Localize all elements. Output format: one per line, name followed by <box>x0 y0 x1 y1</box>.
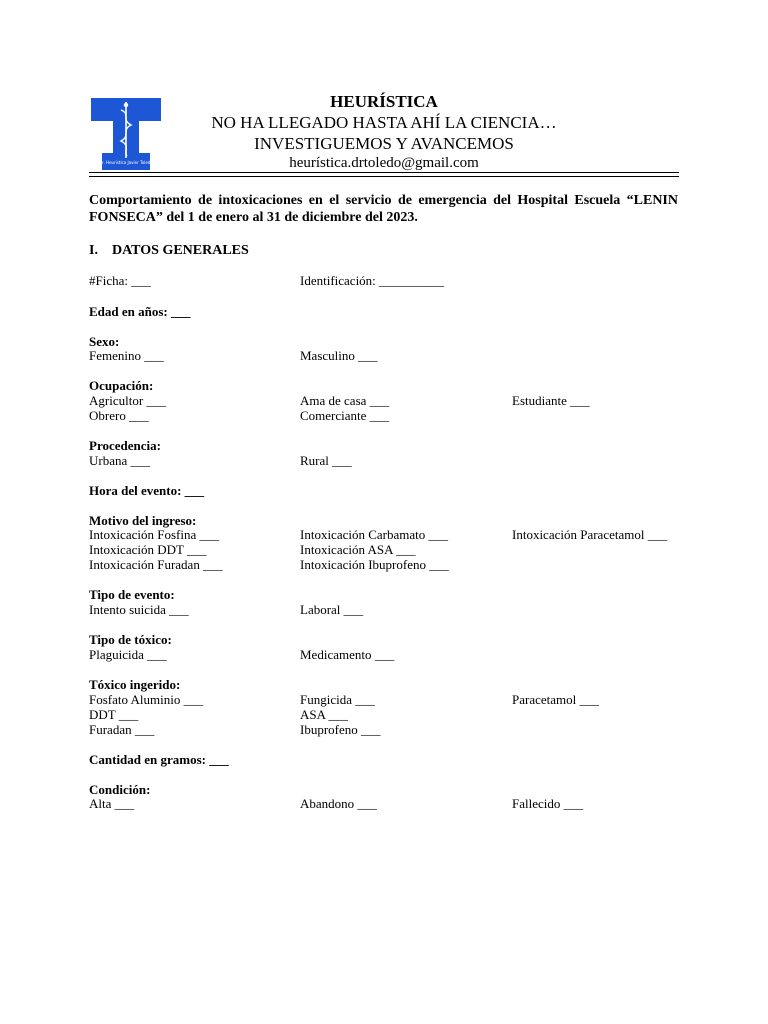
identificacion-field[interactable]: Identificación: __________ <box>300 273 445 288</box>
ocupacion-label: Ocupación: <box>89 378 154 393</box>
ficha-field[interactable]: #Ficha: ___ <box>89 273 151 288</box>
motivo-option[interactable]: Intoxicación Furadan ___ <box>89 557 223 572</box>
motivo-label: Motivo del ingreso: <box>89 513 197 528</box>
ocupacion-option[interactable]: Comerciante ___ <box>300 408 390 423</box>
toxico-ingerido-option[interactable]: Paracetamol ___ <box>512 692 599 707</box>
logo-caption: Dr. Heuristica Javier Toledo <box>99 160 153 165</box>
section-heading <box>89 242 249 259</box>
cantidad-field[interactable]: Cantidad en gramos: ___ <box>89 752 229 767</box>
tipo-toxico-option[interactable]: Plaguicida ___ <box>89 647 167 662</box>
hora-field[interactable]: Hora del evento: ___ <box>89 483 205 498</box>
header-divider-thick <box>89 172 679 173</box>
condicion-option[interactable]: Alta ___ <box>89 796 135 811</box>
condicion-option[interactable]: Abandono ___ <box>300 796 377 811</box>
section-title: DATOS GENERALES <box>112 243 249 258</box>
header-title: HEURÍSTICA <box>330 92 438 111</box>
tipo-evento-option[interactable]: Laboral ___ <box>300 602 364 617</box>
tipo-toxico-label: Tipo de tóxico: <box>89 632 172 647</box>
toxico-ingerido-label: Tóxico ingerido: <box>89 677 181 692</box>
toxico-ingerido-option[interactable]: ASA ___ <box>300 707 349 722</box>
document-intro: Comportamiento de intoxicaciones en el servicio de emergencia del Hospital Escuela “LENIN FONSECA” del 1 de enero al 31 de diciembre del 2023. <box>89 193 678 225</box>
motivo-option[interactable]: Intoxicación DDT ___ <box>89 542 207 557</box>
section-number: I. <box>89 243 98 258</box>
toxico-ingerido-option[interactable]: Fosfato Aluminio ___ <box>89 692 204 707</box>
sexo-label: Sexo: <box>89 334 120 349</box>
header-slogan-2: INVESTIGUEMOS Y AVANCEMOS <box>254 134 514 153</box>
procedencia-option[interactable]: Rural ___ <box>300 453 352 468</box>
condicion-label: Condición: <box>89 782 151 797</box>
ocupacion-option[interactable]: Estudiante ___ <box>512 393 590 408</box>
procedencia-label: Procedencia: <box>89 438 161 453</box>
sexo-option[interactable]: Femenino ___ <box>89 348 164 363</box>
edad-field[interactable]: Edad en años: ___ <box>89 304 191 319</box>
condicion-option[interactable]: Fallecido ___ <box>512 796 584 811</box>
toxico-ingerido-option[interactable]: Fungicida ___ <box>300 692 375 707</box>
motivo-option[interactable]: Intoxicación Paracetamol ___ <box>512 527 668 542</box>
tipo-toxico-option[interactable]: Medicamento ___ <box>300 647 395 662</box>
motivo-option[interactable]: Intoxicación Fosfina ___ <box>89 527 219 542</box>
motivo-option[interactable]: Intoxicación Carbamato ___ <box>300 527 449 542</box>
toxico-ingerido-option[interactable]: Ibuprofeno ___ <box>300 722 381 737</box>
procedencia-option[interactable]: Urbana ___ <box>89 453 151 468</box>
header-slogan-1: NO HA LLEGADO HASTA AHÍ LA CIENCIA… <box>211 113 557 132</box>
tipo-evento-option[interactable]: Intento suicida ___ <box>89 602 189 617</box>
header-divider-thin <box>89 176 679 177</box>
ocupacion-option[interactable]: Ama de casa ___ <box>300 393 390 408</box>
toxico-ingerido-option[interactable]: Furadan ___ <box>89 722 155 737</box>
header-email: heurística.drtoledo@gmail.com <box>289 155 479 171</box>
motivo-option[interactable]: Intoxicación Ibuprofeno ___ <box>300 557 449 572</box>
toxico-ingerido-option[interactable]: DDT ___ <box>89 707 139 722</box>
sexo-option[interactable]: Masculino ___ <box>300 348 378 363</box>
ocupacion-option[interactable]: Agricultor ___ <box>89 393 166 408</box>
header <box>150 92 618 173</box>
tipo-evento-label: Tipo de evento: <box>89 587 175 602</box>
motivo-option[interactable]: Intoxicación ASA ___ <box>300 542 416 557</box>
ocupacion-option[interactable]: Obrero ___ <box>89 408 149 423</box>
